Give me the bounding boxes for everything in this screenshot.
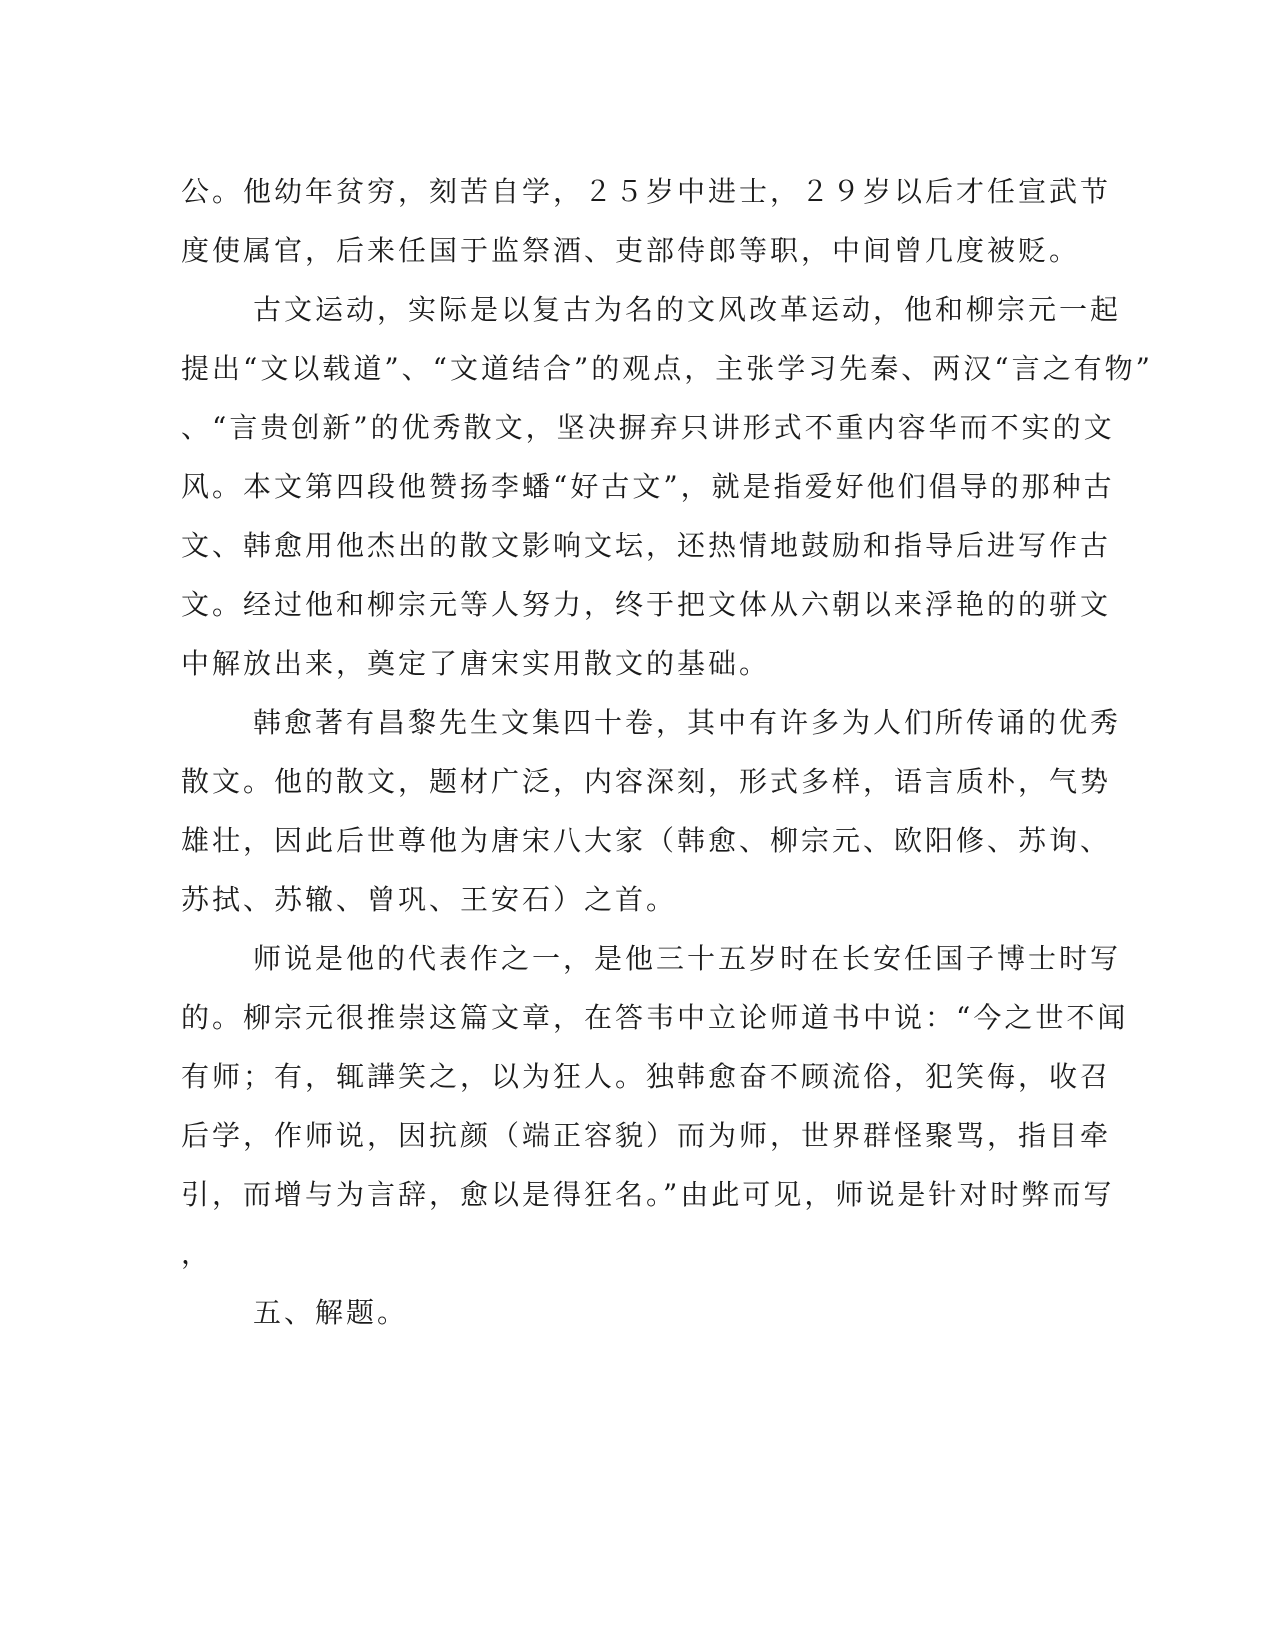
text-line: 提出“文以载道”、“文道结合”的观点，主张学习先秦、两汉“言之有物” [181, 352, 1153, 385]
section-heading: 五、解题。 [253, 1296, 409, 1329]
text-line: 中解放出来，奠定了唐宋实用散文的基础。 [181, 647, 771, 680]
text-line: ， [181, 1237, 213, 1270]
paragraph-start-line: 韩愈著有昌黎先生文集四十卷，其中有许多为人们所传诵的优秀 [253, 706, 1122, 739]
body-text [181, 162, 1153, 1342]
text-line: 引，而增与为言辞，愈以是得狂名。”由此可见，师说是针对时弊而写 [181, 1178, 1115, 1211]
text-line: 有师；有，辄譁笑之，以为狂人。独韩愈奋不顾流俗，犯笑侮，收召 [181, 1060, 1112, 1093]
paragraph-start-line: 师说是他的代表作之一，是他三十五岁时在长安任国子博士时写 [253, 942, 1122, 975]
text-line: 后学，作师说，因抗颜（端正容貌）而为师，世界群怪聚骂，指目牵 [181, 1119, 1112, 1152]
text-line: 、“言贵创新”的优秀散文，坚决摒弃只讲形式不重内容华而不实的文 [181, 411, 1115, 444]
text-line: 文、韩愈用他杰出的散文影响文坛，还热情地鼓励和指导后进写作古 [181, 529, 1112, 562]
text-line: 公。他幼年贫穷，刻苦自学，２５岁中进士，２９岁以后才任宣武节 [181, 175, 1112, 208]
text-line: 风。本文第四段他赞扬李蟠“好古文”，就是指爱好他们倡导的那种古 [181, 470, 1115, 503]
text-line: 散文。他的散文，题材广泛，内容深刻，形式多样，语言质朴，气势 [181, 765, 1112, 798]
text-line: 文。经过他和柳宗元等人努力，终于把文体从六朝以来浮艳的的骈文 [181, 588, 1112, 621]
text-line: 的。柳宗元很推崇这篇文章，在答韦中立论师道书中说：“今之世不闻 [181, 1001, 1129, 1034]
text-line: 苏拭、苏辙、曾巩、王安石）之首。 [181, 883, 678, 916]
text-line: 度使属官，后来任国于监祭酒、吏部侍郎等职，中间曾几度被贬。 [181, 234, 1081, 267]
paragraph-start-line: 古文运动，实际是以复古为名的文风改革运动，他和柳宗元一起 [253, 293, 1122, 326]
text-line: 雄壮，因此后世尊他为唐宋八大家（韩愈、柳宗元、欧阳修、苏询、 [181, 824, 1112, 857]
